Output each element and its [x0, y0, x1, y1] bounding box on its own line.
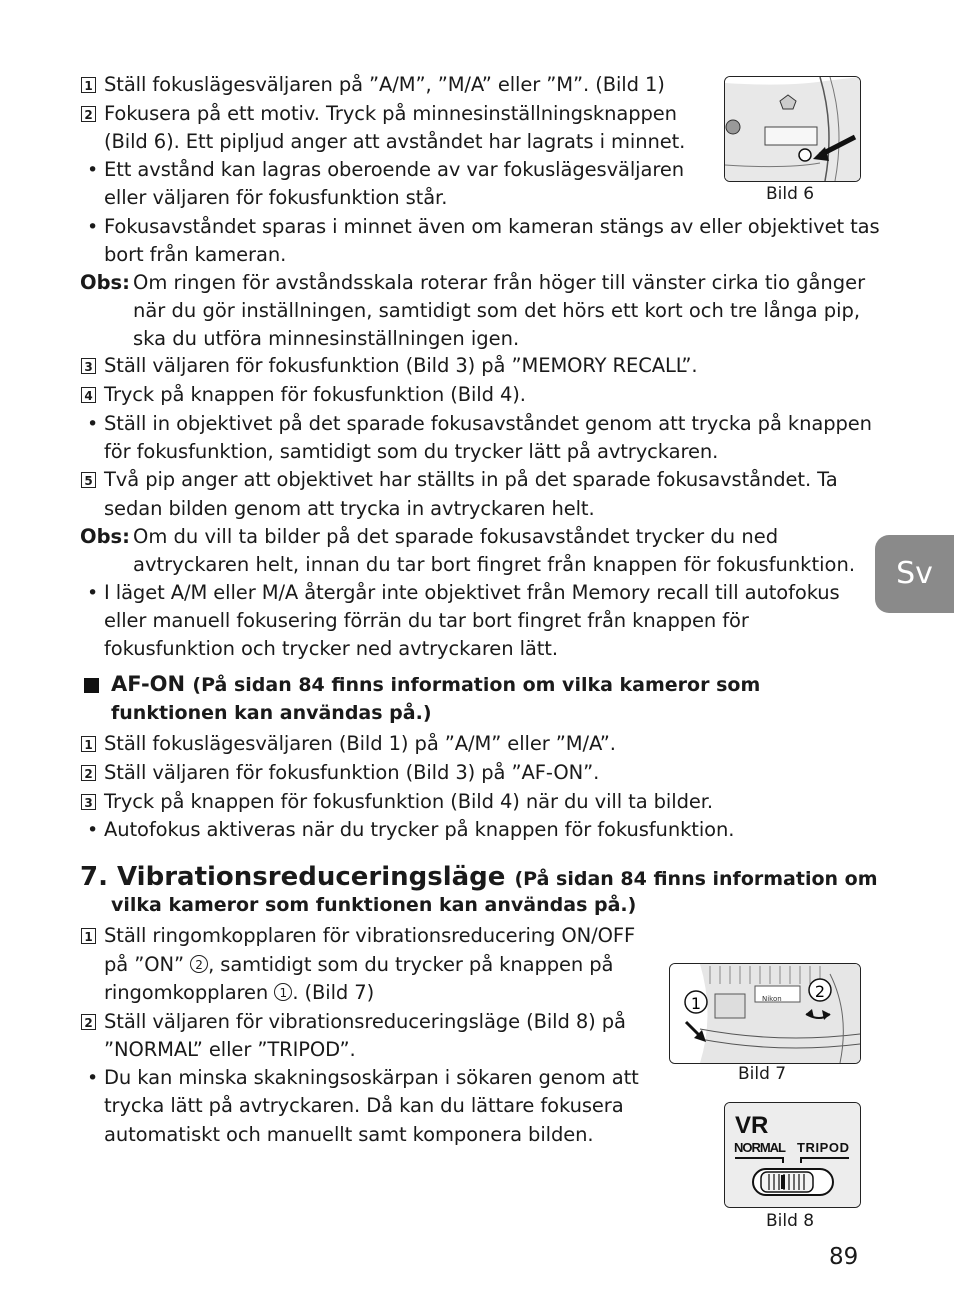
step-text-part: på ”ON” — [104, 953, 184, 976]
step-text: Ställ fokuslägesväljaren (Bild 1) på ”A/M” eller ”M/A”. — [104, 732, 616, 755]
vr-mode-switch-illustration — [725, 1103, 860, 1207]
bullet-text: automatiskt och manuellt samt komponera bilden. — [104, 1123, 594, 1146]
bullet-text: eller manuell fokusering förrän du tar bort fingret från knappen för — [104, 609, 749, 632]
bullet-text: Ställ in objektivet på det sparade fokusavståndet genom att trycka på knappen — [104, 412, 872, 435]
bullet: • — [87, 159, 99, 181]
step-text: Ställ väljaren för vibrationsreduceringsläge (Bild 8) på — [104, 1010, 626, 1033]
vr-subtitle: (På sidan 84 finns information om — [514, 868, 878, 890]
lens-brand-text: Nikon — [762, 995, 782, 1003]
section-square-icon — [84, 678, 99, 693]
bullet-text: Fokusavståndet sparas i minnet även om kameran stängs av eller objektivet tas — [104, 215, 880, 238]
vr-heading — [80, 862, 878, 892]
circle-number-1: 1 — [274, 983, 292, 1001]
bullet-text: eller väljaren för fokusfunktion står. — [104, 186, 448, 209]
bullet-text: trycka lätt på avtryckaren. Då kan du lättare fokusera — [104, 1094, 624, 1117]
step-text: Ställ väljaren för fokusfunktion (Bild 3) på ”AF-ON”. — [104, 761, 600, 784]
afon-subtitle: (På sidan 84 finns information om vilka kameror som — [192, 674, 761, 696]
bullet-text: bort från kameran. — [104, 243, 287, 266]
step-text: Fokusera på ett motiv. Tryck på minnesinställningsknappen — [104, 102, 677, 125]
step-text: (Bild 6). Ett pipljud anger att avståndet har lagrats i minnet. — [104, 130, 686, 153]
step-text: Två pip anger att objektivet har ställts in på det sparade fokusavståndet. Ta — [104, 468, 838, 491]
bullet: • — [87, 582, 99, 604]
circle-label-2: 2 — [814, 982, 826, 1001]
step-text — [104, 979, 374, 1007]
step-number-2: 2 — [81, 106, 96, 122]
step-text: ”NORMAL” eller ”TRIPOD”. — [104, 1038, 356, 1061]
vr-logo-text: VR — [735, 1112, 769, 1139]
step-text-part: ringomkopplaren — [104, 981, 269, 1004]
afon-heading — [111, 672, 760, 696]
obs-text: avtryckaren helt, innan du tar bort fingret från knappen för fokusfunktion. — [133, 553, 856, 576]
language-tab: Sv — [875, 535, 954, 613]
step-text: Ställ ringomkopplaren för vibrationsreducering ON/OFF — [104, 924, 636, 947]
circle-label-1: 1 — [690, 994, 702, 1013]
obs-text: när du gör inställningen, samtidigt som det hörs ett kort och tre långa pip, — [133, 299, 861, 322]
step-text-part: . (Bild 7) — [292, 981, 375, 1004]
bullet: • — [87, 1067, 99, 1089]
bullet-text: Ett avstånd kan lagras oberoende av var fokuslägesväljaren — [104, 158, 684, 181]
bullet-text: I läget A/M eller M/A återgår inte objektivet från Memory recall till autofokus — [104, 581, 840, 604]
step-number-4: 4 — [81, 387, 96, 403]
step-number-2: 2 — [81, 765, 96, 781]
step-number-1: 1 — [81, 77, 96, 93]
step-text: Tryck på knappen för fokusfunktion (Bild 4) när du vill ta bilder. — [104, 790, 713, 813]
bullet: • — [87, 819, 99, 841]
vr-subtitle: vilka kameror som funktionen kan användas på.) — [111, 894, 637, 916]
circle-number-2: 2 — [190, 955, 208, 973]
afon-subtitle: funktionen kan användas på.) — [111, 702, 432, 724]
figure-caption: Bild 7 — [738, 1064, 787, 1084]
obs-text: Om ringen för avståndsskala roterar från höger till vänster cirka tio gånger — [133, 271, 866, 294]
step-number-2: 2 — [81, 1014, 96, 1030]
obs-label: Obs: — [80, 271, 130, 294]
bild6-figure — [724, 76, 861, 182]
obs-text: ska du utföra minnesinställningen igen. — [133, 327, 520, 350]
step-text: Ställ fokuslägesväljaren på ”A/M”, ”M/A” eller ”M”. (Bild 1) — [104, 73, 665, 96]
step-number-1: 1 — [81, 928, 96, 944]
figure-caption: Bild 6 — [766, 184, 815, 204]
bullet-text: för fokusfunktion, samtidigt som du trycker lätt på avtryckaren. — [104, 440, 719, 463]
bild8-figure — [724, 1102, 861, 1208]
obs-label: Obs: — [80, 525, 130, 548]
page-number: 89 — [829, 1244, 859, 1270]
bullet-text: Du kan minska skakningsoskärpan i sökaren genom att — [104, 1066, 639, 1089]
lens-vr-ring-illustration — [670, 964, 860, 1063]
step-text — [104, 951, 613, 979]
vr-title: 7. Vibrationsreduceringsläge — [80, 862, 506, 892]
step-text: sedan bilden genom att trycka in avtryckaren helt. — [104, 497, 595, 520]
bullet-text: fokusfunktion och trycker ned avtryckaren lätt. — [104, 637, 558, 660]
vr-normal-text: NORMAL — [734, 1140, 786, 1155]
bullet: • — [87, 413, 99, 435]
bild7-figure — [669, 963, 861, 1064]
bullet: • — [87, 216, 99, 238]
obs-text: Om du vill ta bilder på det sparade fokusavståndet trycker du ned — [133, 525, 779, 548]
step-text-part: , samtidigt som du trycker på knappen på — [208, 953, 614, 976]
afon-title: AF-ON — [111, 672, 186, 696]
step-text: Ställ väljaren för fokusfunktion (Bild 3) på ”MEMORY RECALL”. — [104, 354, 698, 377]
step-number-1: 1 — [81, 736, 96, 752]
step-number-5: 5 — [81, 472, 96, 488]
step-number-3: 3 — [81, 358, 96, 374]
step-text: Tryck på knappen för fokusfunktion (Bild 4). — [104, 383, 526, 406]
step-number-3: 3 — [81, 794, 96, 810]
figure-caption: Bild 8 — [766, 1211, 815, 1231]
bullet-text: Autofokus aktiveras när du trycker på knappen för fokusfunktion. — [104, 818, 735, 841]
lens-memory-button-illustration — [725, 77, 860, 181]
vr-tripod-text: TRIPOD — [797, 1140, 849, 1155]
